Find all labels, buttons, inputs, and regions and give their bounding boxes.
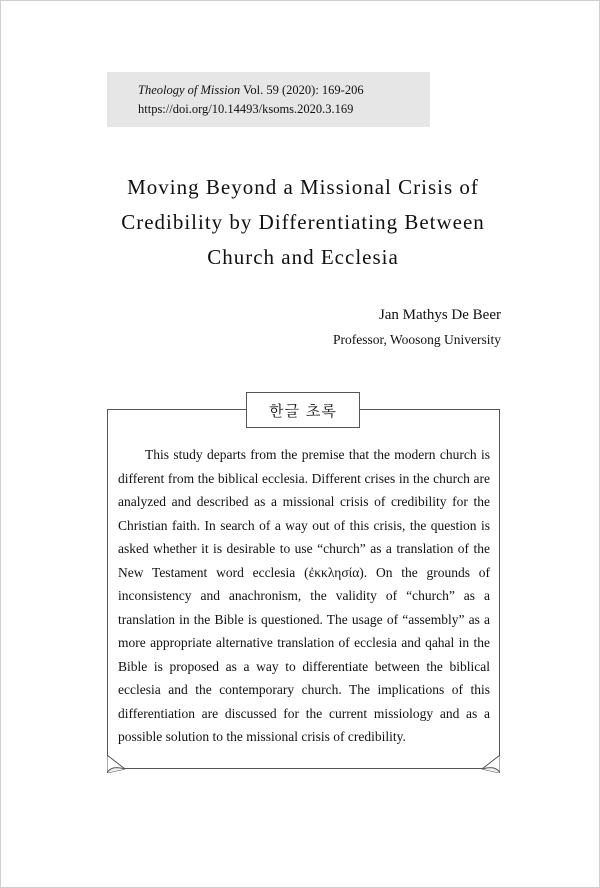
journal-citation [138,83,364,98]
journal-header [107,72,430,127]
abstract-text: This study departs from the premise that the modern church is different from the biblical ecclesia. Different crises in the church are analyzed and described as a missional crisis of credibility for the Christian faith. In search of a way out of this crisis, the question is asked whether it is desirable to use “church” as a translation of the New Testament word ecclesia (ἐκκλησία). On the grounds of inconsistency and anachronism, the validity of “church” as a translation in the Bible is questioned. The usage of “assembly” as a more appropriate alternative translation of ecclesia and qahal in the Bible is proposed as a way to differentiate between the biblical ecclesia and the contemporary church. The implications of this differentiation are discussed for the current missiology and as a possible solution to the missional crisis of credibility. [118,447,490,744]
doi-link[interactable]: https://doi.org/10.14493/ksoms.2020.3.169 [138,102,354,116]
page-curl-right-icon [482,755,500,773]
volume-info: Vol. 59 (2020): 169-206 [240,83,364,97]
title-line-3: Church and Ecclesia [207,245,399,269]
journal-name: Theology of Mission [138,83,241,97]
abstract-label: 한글 초록 [246,392,360,428]
page-curl-left-icon [107,755,125,773]
title-line-1: Moving Beyond a Missional Crisis of [127,175,479,199]
author-affiliation: Professor, Woosong University [333,332,501,347]
author-name: Jan Mathys De Beer [378,307,501,323]
paper-title [60,170,546,275]
title-line-2: Credibility by Differentiating Between [121,210,485,234]
